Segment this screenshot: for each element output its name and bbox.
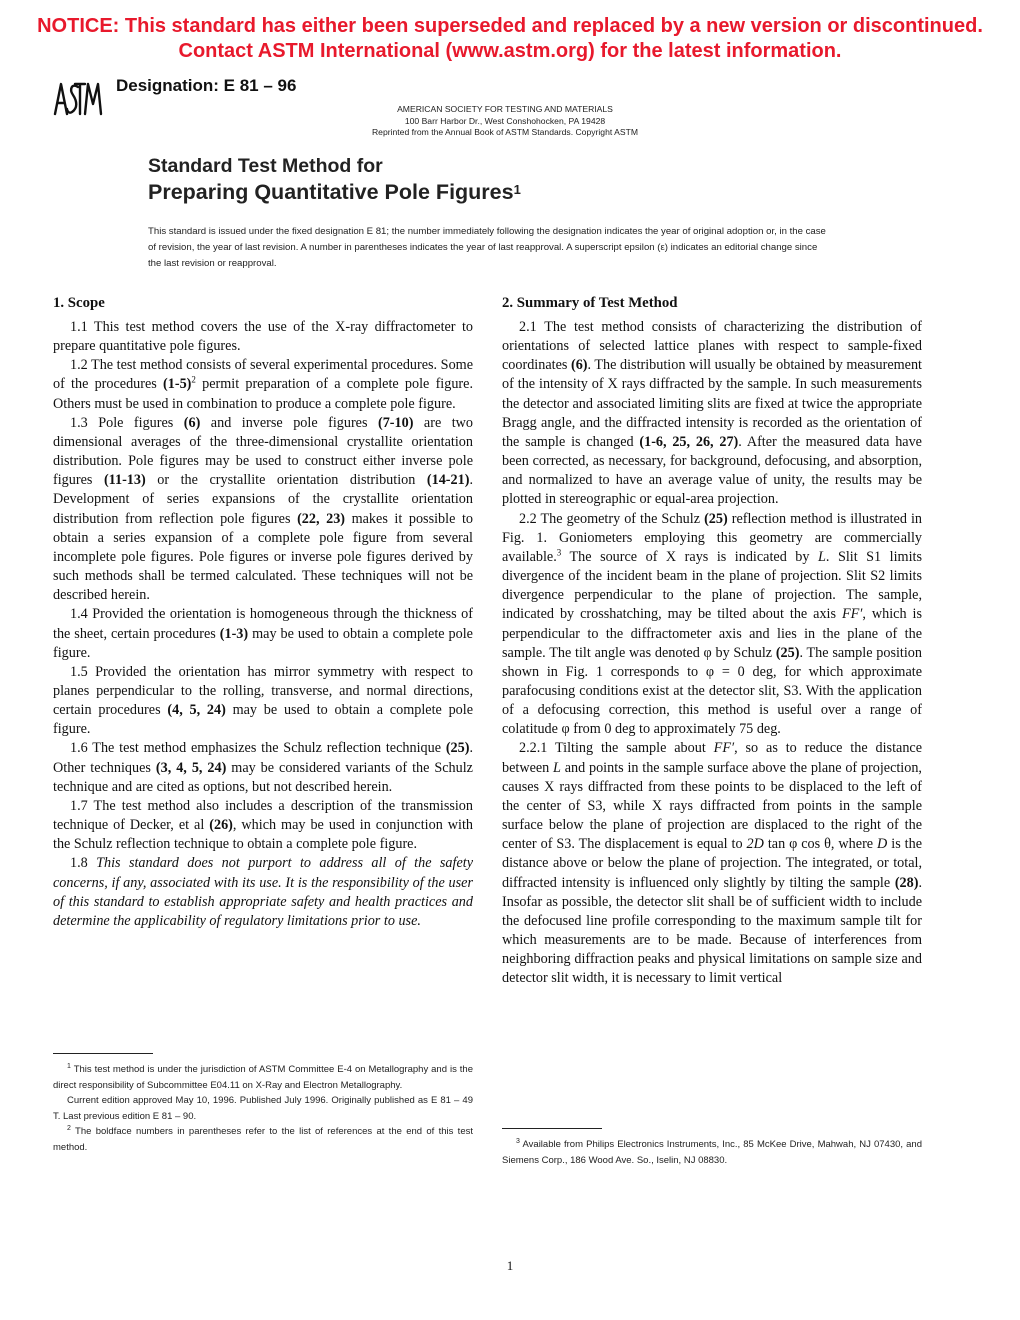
society-name: AMERICAN SOCIETY FOR TESTING AND MATERIALS (397, 104, 613, 114)
summary-2-2-1: 2.2.1 Tilting the sample about FF′, so as to reduce the distance between L and points in the sample surface above the plane of projection, causes X rays diffracted from these points to be displaced to the left of the center of S3, while X rays diffracted from points in the sample surface below the plane of projection are displaced to the right of the center of S3. The displacement is equal to 2D tan φ cos θ, where D is the distance above or below the plane of projection. The integrated, or total, diffracted intensity is influenced only slightly by tilting the sample (28). Insofar as possible, the detector slit shall be of sufficient width to include the defocused line profile corresponding to the maximum sample tilt for which measurements are to be made. Because of interferences from neighboring diffraction peaks and physical limitations on sample size and detector slit width, it is necessary to limit vertical (502, 740, 923, 987)
ref-link: (25) (704, 510, 728, 527)
supersede-notice (0, 14, 1020, 64)
footnotes-right (502, 1137, 922, 1168)
footnote-1: $^1$ This test method is under the jurisdiction of ASTM Committee E-4 on Metallography and is the direct responsibility of Subcommittee E04.11 on X-Ray and Electron Metallography. (53, 1062, 473, 1091)
ref-link: (1-5) (163, 376, 192, 393)
reprint-note: Reprinted from the Annual Book of ASTM Standards. Copyright ASTM (371, 127, 639, 137)
ref-link: (4, 5, 24) (167, 702, 226, 719)
ref-link: (25) (445, 740, 470, 757)
designation: Designation: E 81 – 96 (116, 76, 297, 95)
ref-link: (6) (183, 414, 201, 431)
scope-1-2: 1.2 The test method consists of several experimental procedures. Some of the procedures $(1-5)^2$ permit preparation of a complete pole figure. Others must be used in combination to produce a complete pole figure. (53, 357, 473, 412)
ref-link: (3, 4, 5, 24) (155, 759, 227, 776)
ref-link: (26) (209, 817, 233, 834)
scope-heading: 1. Scope (53, 295, 105, 311)
summary-heading: 2. Summary of Test Method (502, 295, 678, 311)
footnote-mark: 3 (556, 547, 562, 558)
ref-link: (22, 23) (297, 510, 346, 527)
scope-1-7: 1.7 The test method also includes a description of the transmission technique of Decker, et al (26), which may be used in conjunction with the Schulz reflection technique to obtain a complete pole figure. (53, 797, 473, 853)
title-line-1: Standard Test Method for (148, 155, 383, 177)
page-number: 1 (506, 1258, 514, 1273)
astm-logo-icon (52, 78, 104, 118)
scope-section (53, 293, 473, 931)
scope-1-3: 1.3 Pole figures (6) and inverse pole figures (7-10) are two dimensional averages of the three-dimensional crystallite orientation distribution. Pole figures may be used to construct either inverse pole figures (11-13) or the crystallite orientation distribution (14-21). Development of series expansions of the crystallite orientation distribution from reflection pole figures (22, 23) makes it possible to obtain a series expansion of a complete pole figure from several incomplete pole figures. Pole figures or inverse pole figures derived by such methods shall be termed calculated. These techniques will not be described herein. (53, 414, 473, 604)
notice-line-1: NOTICE: This standard has either been superseded and replaced by a new version or discontinued. (37, 15, 983, 37)
summary-2-1: 2.1 The test method consists of characterizing the distribution of orientations of selected lattice planes with respect to sample-fixed coordinates (6). The distribution will usually be obtained by measurement of the intensity of X rays diffracted by the sample. In such measurements the detector and associated limiting slits are fixed at twice the appropriate Bragg angle, and the diffracted intensity is recorded as the orientation of the sample is changed (1-6, 25, 26, 27). After the measured data have been corrected, as necessary, for background, defocusing, and absorption, and normalized to have an average value of unity, the results may be plotted in stereographic or equal-area projection. (502, 319, 922, 508)
footnote-1-edition: Current edition approved May 10, 1996. Published July 1996. Originally published as E 81 – 49 T. Last previous edition E 81 – 90. (53, 1095, 473, 1122)
ref-link: (1-6, 25, 26, 27) (639, 433, 739, 450)
document-title (148, 153, 521, 205)
scope-1-8: 1.8 This standard does not purport to address all of the safety concerns, if any, associated with its use. It is the responsibility of the user of this standard to establish appropriate safety and health practices and determine the applicability of regulatory limitations prior to use. (53, 855, 473, 929)
footnote-2: $^2$ The boldface numbers in parentheses refer to the list of references at the end of this test method. (53, 1124, 473, 1153)
footnote-3: $^3$ Available from Philips Electronics Instruments, Inc., 85 McKee Drive, Mahwah, NJ 07430, and Siemens Corp., 186 Wood Ave. So., Iselin, NJ 08830. (502, 1137, 922, 1166)
society-address: 100 Barr Harbor Dr., West Conshohocken, PA 19428 (404, 115, 606, 126)
scope-1-4: 1.4 Provided the orientation is homogeneous through the thickness of the sheet, certain procedures (1-3) may be used to obtain a complete pole figure. (53, 606, 473, 661)
ref-link: (1-3) (219, 625, 249, 642)
ref-link: (28) (894, 874, 919, 891)
footnotes-left (53, 1062, 473, 1155)
scope-1-6: 1.6 The test method emphasizes the Schulz reflection technique (25). Other techniques (3, 4, 5, 24) may be considered variants of the Schulz technique and are cited as options, but not described herein. (53, 740, 473, 795)
footnote-mark: 2 (191, 374, 196, 385)
summary-section (502, 293, 922, 988)
issued-note: This standard is issued under the fixed designation E 81; the number immediately following the designation indicates the year of original adoption or, in the case of revision, the year of last revision. A number in parentheses indicates the year of last reapproval. A superscript epsilon (ε) indicates an editorial change since the last revision or reapproval. (148, 226, 826, 269)
title-line-2 (148, 179, 521, 205)
ref-link: (25) (775, 644, 800, 661)
scope-1-5: 1.5 Provided the orientation has mirror symmetry with respect to planes perpendicular to the rolling, transverse, and normal directions, certain procedures (4, 5, 24) may be used to obtain a complete pole figure. (53, 663, 473, 738)
notice-line-2: Contact ASTM International (www.astm.org) for the latest information. (178, 40, 842, 62)
summary-2-2: 2.2 The geometry of the Schulz (25) reflection method is illustrated in Fig. 1. Goniometers employing this geometry are commercially available.$^3$ The source of X rays is indicated by L. Slit S1 limits divergence of the incident beam in the plane of projection. Slit S2 limits divergence perpendicular to the plane of projection. The sample, indicated by crosshatching, may be tilted about the axis FF′, which is perpendicular to the diffractometer axis and lies in the plane of the sample. The tilt angle was denoted φ by Schulz (25). The sample position shown in Fig. 1 corresponds to φ = 0 deg, for which approximate parafocusing conditions exist at the detector slit, S3. With the application of a defocusing correction, this method is useful over a range of colatitude φ from 0 deg to approximately 75 deg. (502, 510, 922, 738)
society-block (330, 104, 680, 139)
ref-link: (6) (570, 357, 588, 374)
scope-1-1: 1.1 This test method covers the use of the X-ray diffractometer to prepare quantitative pole figures. (53, 319, 473, 355)
ref-link: (14-21) (426, 472, 470, 489)
ref-link: (11-13) (103, 472, 146, 489)
footnote-divider-left (53, 1053, 153, 1054)
title-footnote-mark: 1 (513, 182, 521, 197)
safety-statement: This standard does not purport to address all of the safety concerns, if any, associated with its use. It is the responsibility of the user of this standard to establish appropriate safety and health practices and determine the applicability of regulatory limitations prior to use. (53, 855, 473, 929)
ref-link: (7-10) (377, 414, 414, 431)
footnote-divider-right (502, 1128, 602, 1129)
title-line-2-text: Preparing Quantitative Pole Figures (148, 180, 514, 204)
